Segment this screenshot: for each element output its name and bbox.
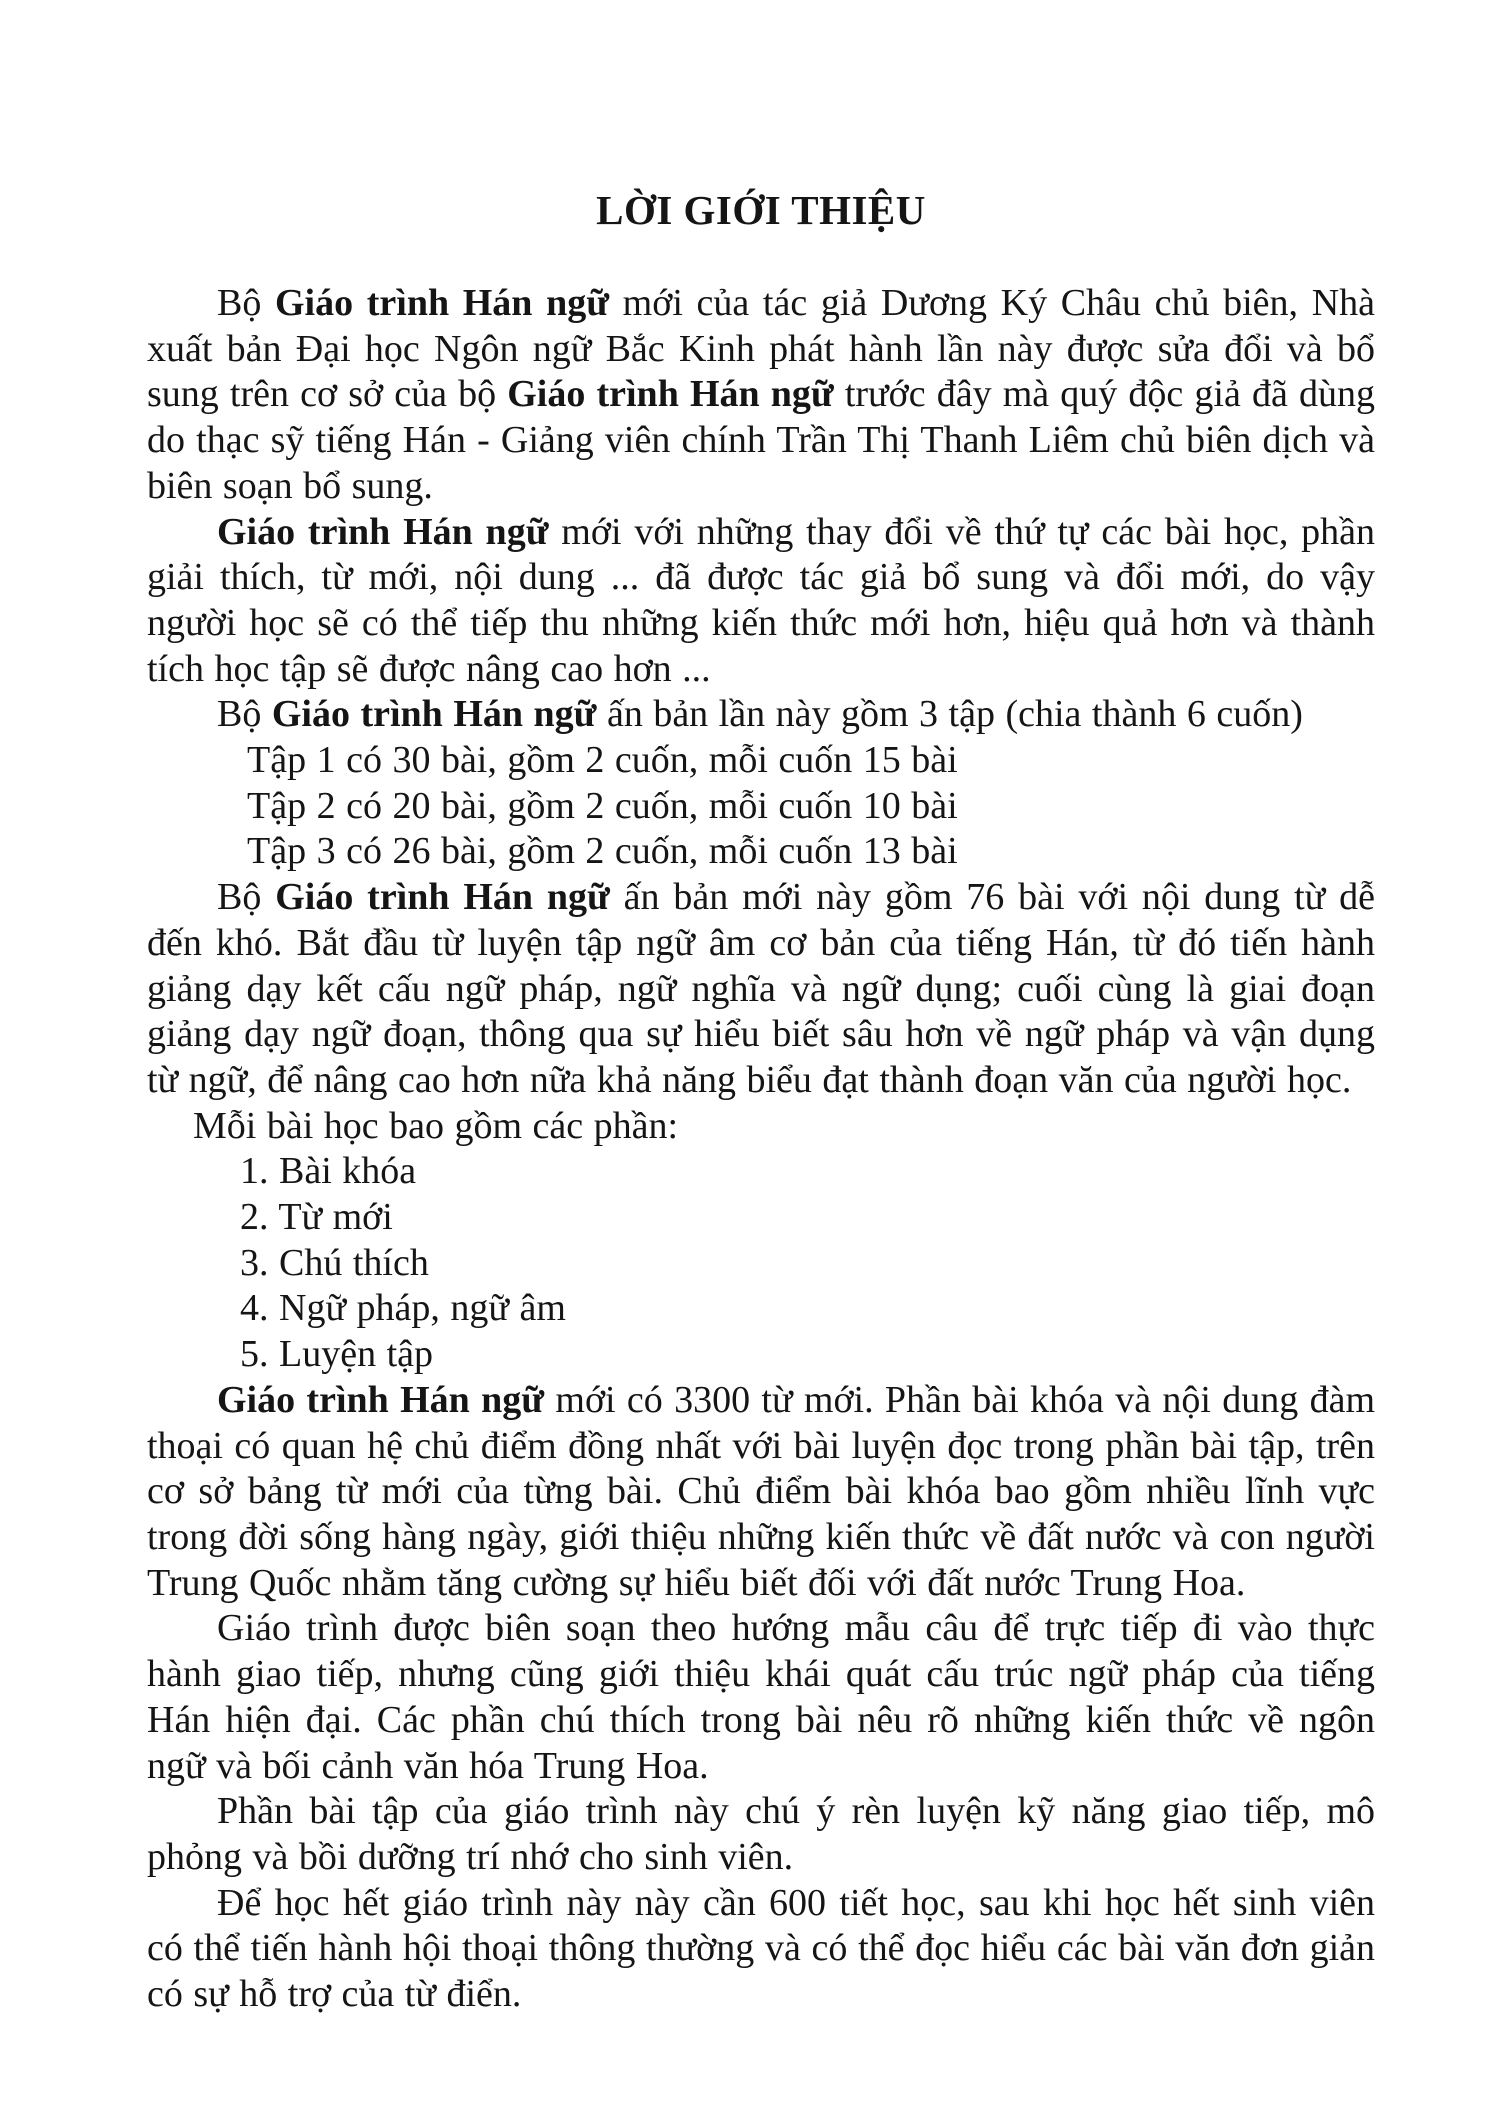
text-segment: Bộ (217, 282, 275, 324)
page-content (147, 281, 1375, 2018)
text-segment: Phần bài tập của giáo trình này chú ý rèn luyện kỹ năng giao tiếp, mô phỏng và bồi dưỡng trí nhớ cho sinh viên. (147, 1790, 1375, 1878)
text-segment: 3. Chú thích (240, 1241, 429, 1284)
paragraph (147, 281, 1375, 510)
text-segment: ấn bản mới này gồm 76 bài với nội dung từ dễ đến khó. Bắt đầu từ luyện tập ngữ âm cơ bản của tiếng Hán, từ đó tiến hành giảng dạy kết cấu ngữ pháp, ngữ nghĩa và ngữ dụng; cuối cùng là giai đoạn giảng dạy ngữ đoạn, thông qua sự hiểu biết sâu hơn về ngữ pháp và vận dụng từ ngữ, để nâng cao hơn nữa khả năng biểu đạt thành đoạn văn của người học. (147, 876, 1375, 1101)
numbered-list-item (147, 1241, 1375, 1287)
paragraph (147, 1378, 1375, 1607)
text-segment: Bộ (217, 876, 276, 919)
text-segment: mới với những thay đổi về thứ tự các bài học, phần giải thích, từ mới, nội dung ... đã được tác giả bổ sung và đổi mới, do vậy người học sẽ có thể tiếp thu những kiến thức mới hơn, hiệu quả hơn và thành tích học tập sẽ được nâng cao hơn ... (147, 510, 1375, 690)
series-title-bold: Giáo trình Hán ngữ (275, 282, 610, 324)
series-title-bold: Giáo trình Hán ngữ (217, 1378, 545, 1421)
text-segment: Tập 2 có 20 bài, gồm 2 cuốn, mỗi cuốn 10 bài (247, 784, 958, 827)
text-block (147, 186, 1375, 2018)
text-segment: Giáo trình được biên soạn theo hướng mẫu câu để trực tiếp đi vào thực hành giao tiếp, nhưng cũng giới thiệu khái quát cấu trúc ngữ pháp của tiếng Hán hiện đại. Các phần chú thích trong bài nêu rõ những kiến thức về ngôn ngữ và bối cảnh văn hóa Trung Hoa. (147, 1607, 1375, 1787)
numbered-list-item (147, 1195, 1375, 1241)
text-segment: Tập 1 có 30 bài, gồm 2 cuốn, mỗi cuốn 15 bài (247, 739, 958, 782)
text-segment: ấn bản lần này gồm 3 tập (chia thành 6 cuốn) (596, 693, 1303, 736)
paragraph (147, 1606, 1375, 1789)
volume-list-item (147, 738, 1375, 784)
series-title-bold: Giáo trình Hán ngữ (217, 510, 549, 553)
text-segment: trước đây mà quý độc giả đã dùng do thạc sỹ tiếng Hán - Giảng viên chính Trần Thị Thanh Liêm chủ biên dịch và biên soạn bổ sung. (147, 373, 1375, 507)
text-segment: 2. Từ mới (240, 1196, 393, 1239)
volume-list-item (147, 784, 1375, 830)
paragraph (147, 510, 1375, 693)
text-segment: mới của tác giả Dương Ký Châu chủ biên, Nhà xuất bản Đại học Ngôn ngữ Bắc Kinh phát hành lần này được sửa đổi và bổ sung trên cơ sở của bộ (147, 282, 1376, 416)
numbered-list-item (147, 1286, 1375, 1332)
series-title-bold: Giáo trình Hán ngữ (507, 373, 834, 416)
paragraph (147, 692, 1375, 738)
series-title-bold: Giáo trình Hán ngữ (275, 876, 610, 919)
text-segment: 4. Ngữ pháp, ngữ âm (240, 1287, 566, 1330)
paragraph (147, 1881, 1375, 2018)
intro-line (147, 1104, 1375, 1150)
text-segment: 5. Luyện tập (240, 1333, 434, 1376)
series-title-bold: Giáo trình Hán ngữ (271, 693, 597, 736)
text-segment: mới có 3300 từ mới. Phần bài khóa và nội dung đàm thoại có quan hệ chủ điểm đồng nhất với bài luyện đọc trong phần bài tập, trên cơ sở bảng từ mới của từng bài. Chủ điểm bài khóa bao gồm nhiều lĩnh vực trong đời sống hàng ngày, giới thiệu những kiến thức về đất nước và con người Trung Quốc nhằm tăng cường sự hiểu biết đối với đất nước Trung Hoa. (147, 1378, 1376, 1604)
numbered-list-item (147, 1332, 1375, 1378)
volume-list-item (147, 829, 1375, 875)
text-segment: Tập 3 có 26 bài, gồm 2 cuốn, mỗi cuốn 13 bài (247, 830, 958, 873)
numbered-list-item (147, 1149, 1375, 1195)
text-segment: Để học hết giáo trình này này cần 600 tiết học, sau khi học hết sinh viên có thể tiến hành hội thoại thông thường và có thể đọc hiểu các bài văn đơn giản có sự hỗ trợ của từ điển. (147, 1881, 1375, 2016)
text-segment: Mỗi bài học bao gồm các phần: (193, 1104, 679, 1147)
paragraph (147, 1789, 1375, 1880)
paragraph (147, 875, 1375, 1104)
text-segment: 1. Bài khóa (240, 1150, 417, 1193)
text-segment: Bộ (217, 693, 272, 736)
page-title: LỜI GIỚI THIỆU (596, 187, 926, 233)
